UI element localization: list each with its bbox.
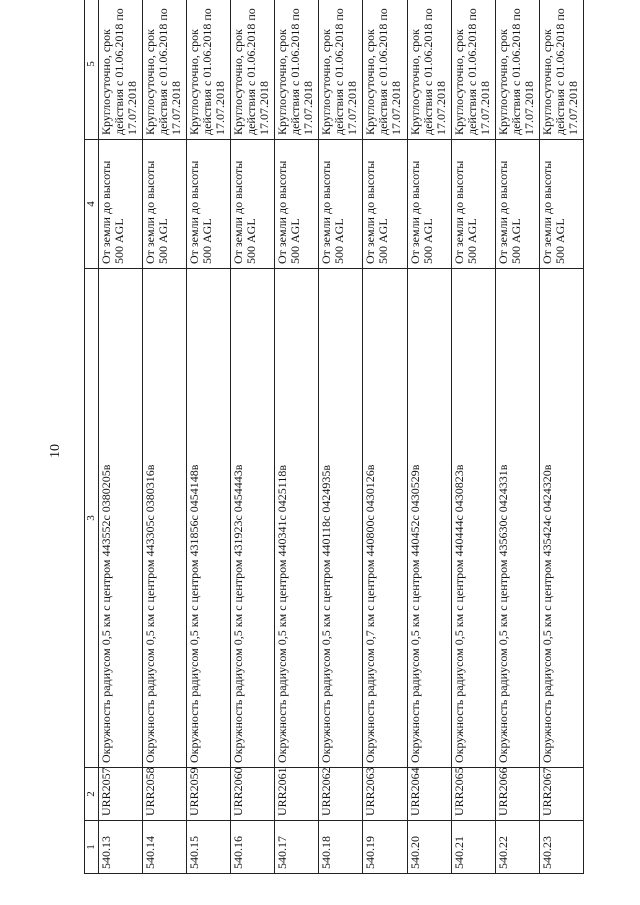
zone-description-cell: Окружность радиусом 0,5 км с центром 443552с 0380205в [99,269,143,768]
table-row [539,0,583,874]
activity-period-cell: Круглосуточно, срок действия с 01.06.2018 по 17.07.2018 [319,0,363,140]
table-row [407,0,451,874]
table-row [187,0,231,874]
zone-code-cell: URR2061 [275,768,319,821]
table-row [363,0,407,874]
zone-code-cell: URR2062 [319,768,363,821]
zone-code-cell: URR2065 [451,768,495,821]
zone-description-cell: Окружность радиусом 0,5 км с центром 435630с 0424331в [495,269,539,768]
row-number-cell: 540.13 [99,821,143,874]
row-number-cell: 540.20 [407,821,451,874]
table-row [143,0,187,874]
zone-code-cell: URR2067 [539,768,583,821]
table-row [231,0,275,874]
activity-period-cell: Круглосуточно, срок действия с 01.06.2018 по 17.07.2018 [231,0,275,140]
table-header-row [85,0,99,874]
altitude-limits-cell: От земли до высоты 500 AGL [143,140,187,269]
zone-description-cell: Окружность радиусом 0,5 км с центром 431923с 0454443в [231,269,275,768]
row-number-cell: 540.22 [495,821,539,874]
header-col-1: 1 [85,821,99,874]
zone-description-cell: Окружность радиусом 0,5 км с центром 440341с 0425118в [275,269,319,768]
table-container [84,8,584,874]
zone-code-cell: URR2059 [187,768,231,821]
header-col-5: 5 [85,0,99,140]
zone-description-cell: Окружность радиусом 0,5 км с центром 440444с 0430823в [451,269,495,768]
zone-description-cell: Окружность радиусом 0,5 км с центром 440118с 0424935в [319,269,363,768]
zone-code-cell: URR2063 [363,768,407,821]
row-number-cell: 540.17 [275,821,319,874]
altitude-limits-cell: От земли до высоты 500 AGL [319,140,363,269]
row-number-cell: 540.19 [363,821,407,874]
table-row [495,0,539,874]
zone-code-cell: URR2060 [231,768,275,821]
row-number-cell: 540.15 [187,821,231,874]
airspace-zones-table [84,0,584,874]
altitude-limits-cell: От земли до высоты 500 AGL [539,140,583,269]
header-col-2: 2 [85,768,99,821]
row-number-cell: 540.21 [451,821,495,874]
row-number-cell: 540.16 [231,821,275,874]
activity-period-cell: Круглосуточно, срок действия с 01.06.2018 по 17.07.2018 [99,0,143,140]
zone-description-cell: Окружность радиусом 0,5 км с центром 443305с 0380316в [143,269,187,768]
zone-description-cell: Окружность радиусом 0,5 км с центром 440452с 0430529в [407,269,451,768]
activity-period-cell: Круглосуточно, срок действия с 01.06.2018 по 17.07.2018 [539,0,583,140]
altitude-limits-cell: От земли до высоты 500 AGL [275,140,319,269]
activity-period-cell: Круглосуточно, срок действия с 01.06.2018 по 17.07.2018 [451,0,495,140]
table-row [451,0,495,874]
altitude-limits-cell: От земли до высоты 500 AGL [363,140,407,269]
activity-period-cell: Круглосуточно, срок действия с 01.06.2018 по 17.07.2018 [275,0,319,140]
altitude-limits-cell: От земли до высоты 500 AGL [495,140,539,269]
activity-period-cell: Круглосуточно, срок действия с 01.06.2018 по 17.07.2018 [363,0,407,140]
row-number-cell: 540.23 [539,821,583,874]
zone-description-cell: Окружность радиусом 0,5 км с центром 431856с 0454148в [187,269,231,768]
altitude-limits-cell: От земли до высоты 500 AGL [187,140,231,269]
activity-period-cell: Круглосуточно, срок действия с 01.06.2018 по 17.07.2018 [187,0,231,140]
zone-code-cell: URR2066 [495,768,539,821]
page-number: 10 [48,444,63,458]
table-row [275,0,319,874]
zone-description-cell: Окружность радиусом 0,5 км с центром 435424с 0424320в [539,269,583,768]
zone-code-cell: URR2057 [99,768,143,821]
header-col-3: 3 [85,269,99,768]
altitude-limits-cell: От земли до высоты 500 AGL [231,140,275,269]
table-row [319,0,363,874]
activity-period-cell: Круглосуточно, срок действия с 01.06.2018 по 17.07.2018 [143,0,187,140]
row-number-cell: 540.18 [319,821,363,874]
zone-description-cell: Окружность радиусом 0,7 км с центром 440800с 0430126в [363,269,407,768]
activity-period-cell: Круглосуточно, срок действия с 01.06.2018 по 17.07.2018 [407,0,451,140]
activity-period-cell: Круглосуточно, срок действия с 01.06.2018 по 17.07.2018 [495,0,539,140]
altitude-limits-cell: От земли до высоты 500 AGL [407,140,451,269]
table-body [99,0,584,874]
zone-code-cell: URR2058 [143,768,187,821]
header-col-4: 4 [85,140,99,269]
altitude-limits-cell: От земли до высоты 500 AGL [99,140,143,269]
altitude-limits-cell: От земли до высоты 500 AGL [451,140,495,269]
table-row [99,0,143,874]
zone-code-cell: URR2064 [407,768,451,821]
row-number-cell: 540.14 [143,821,187,874]
